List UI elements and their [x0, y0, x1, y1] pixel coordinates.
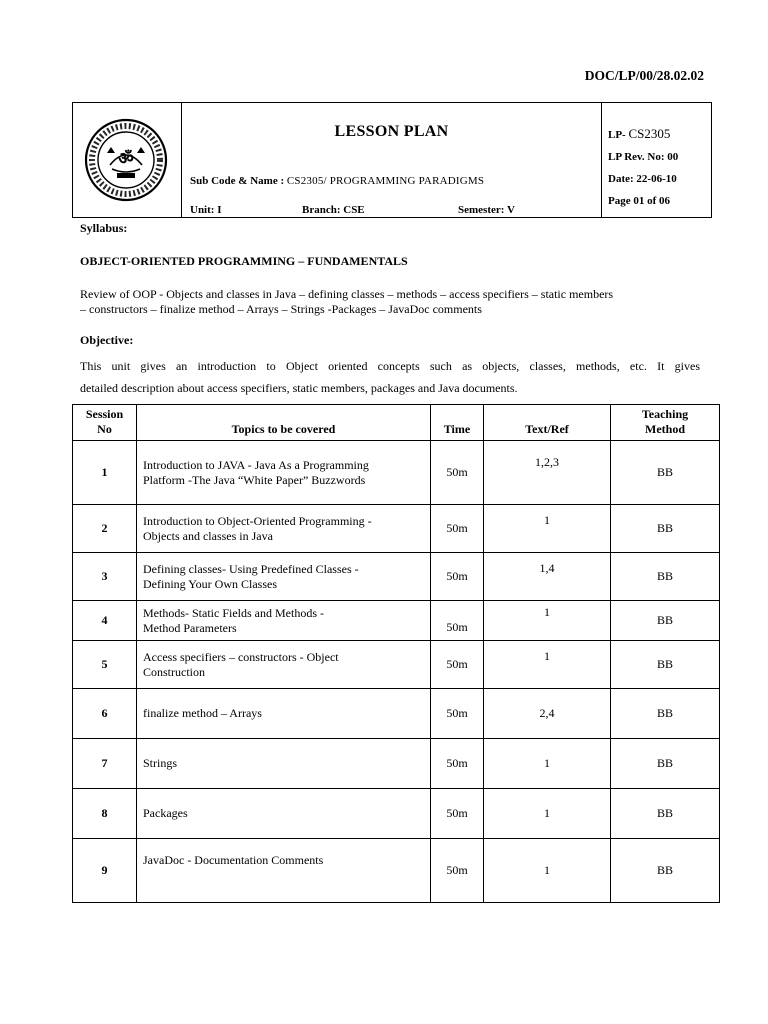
session-number: 3: [73, 553, 137, 601]
session-topic: [137, 739, 431, 789]
svg-text:ॐ: ॐ: [118, 149, 134, 169]
session-topic: [137, 789, 431, 839]
lp-label: LP-: [608, 129, 626, 141]
session-reference: 1: [484, 739, 611, 789]
ref-header: Text/Ref: [484, 405, 611, 441]
session-table: [72, 404, 720, 903]
header-right: [602, 103, 711, 217]
topics-header: Topics to be covered: [137, 405, 431, 441]
session-no-header: [73, 405, 137, 441]
session-number: 9: [73, 839, 137, 903]
session-topic: [137, 441, 431, 505]
session-time: 50m: [431, 641, 484, 689]
teaching-method: BB: [611, 641, 720, 689]
topic-line-2: Defining Your Own Classes: [143, 576, 278, 591]
objective-label: Objective:: [80, 333, 134, 347]
topic-line-1: Introduction to Object-Oriented Programming -: [143, 513, 372, 528]
unit-field: Unit: I: [190, 204, 222, 216]
topic-line-2: Platform -The Java “White Paper” Buzzwords: [143, 472, 366, 487]
session-reference: 2,4: [484, 689, 611, 739]
topic-line-1: Packages: [143, 806, 188, 820]
topic-line-1: Methods- Static Fields and Methods -: [143, 605, 324, 620]
teaching-method: BB: [611, 505, 720, 553]
objective-line-1: This unit gives an introduction to Object oriented concepts such as objects, classes, methods, etc. It gives: [80, 359, 700, 373]
topic-line-2: Construction: [143, 664, 205, 679]
session-number: 7: [73, 739, 137, 789]
session-reference: 1: [484, 641, 611, 689]
teaching-method: BB: [611, 739, 720, 789]
session-number: 6: [73, 689, 137, 739]
session-reference: 1: [484, 839, 611, 903]
table-row: [73, 789, 720, 839]
subject-code-label: Sub Code & Name :: [190, 175, 285, 187]
session-time: 50m: [431, 839, 484, 903]
topic-line-1: finalize method – Arrays: [143, 706, 262, 720]
plan-date: Date: 22-06-10: [608, 173, 677, 185]
page-number: Page 01 of 06: [608, 195, 671, 207]
objective-line-2: detailed description about access specifiers, static members, packages and Java documents.: [80, 381, 518, 395]
topic-line-2: Method Parameters: [143, 620, 237, 635]
session-reference: 1: [484, 601, 611, 641]
topic-line-1: Defining classes- Using Predefined Classes -: [143, 561, 359, 576]
lp-code-value: CS2305: [628, 126, 671, 141]
subject-code-name: [190, 175, 484, 187]
table-row: [73, 689, 720, 739]
session-number: 2: [73, 505, 137, 553]
table-row: [73, 505, 720, 553]
logo-cell: [73, 103, 182, 217]
session-number: 8: [73, 789, 137, 839]
session-reference: 1,4: [484, 553, 611, 601]
session-topic: [137, 689, 431, 739]
table-row: [73, 739, 720, 789]
session-time: 50m: [431, 441, 484, 505]
subject-code-value: CS2305/ PROGRAMMING PARADIGMS: [286, 175, 485, 187]
unit-title: OBJECT-ORIENTED PROGRAMMING – FUNDAMENTALS: [80, 254, 408, 268]
lp-revision: LP Rev. No: 00: [608, 151, 679, 163]
session-reference: 1: [484, 505, 611, 553]
semester-field: Semester: V: [458, 204, 515, 216]
time-header: Time: [431, 405, 484, 441]
header-middle: [182, 103, 602, 217]
session-number: 5: [73, 641, 137, 689]
method-header-line-2: Method: [645, 422, 685, 436]
lp-code: [608, 126, 670, 142]
session-topic: [137, 601, 431, 641]
topic-line-1: Introduction to JAVA - Java As a Programming: [143, 457, 369, 472]
table-row: [73, 641, 720, 689]
teaching-method: BB: [611, 553, 720, 601]
syllabus-line-1: Review of OOP - Objects and classes in Java – defining classes – methods – access specifiers – static members: [80, 287, 614, 301]
lesson-plan-header: [72, 102, 712, 218]
session-time: 50m: [431, 789, 484, 839]
session-number: 1: [73, 441, 137, 505]
topic-line-1: Access specifiers – constructors - Object: [143, 649, 339, 664]
page-title: LESSON PLAN: [334, 123, 449, 140]
topic-line-2: Objects and classes in Java: [143, 528, 273, 543]
document-number: DOC/LP/00/28.02.02: [584, 68, 704, 83]
table-row: [73, 601, 720, 641]
session-reference: 1: [484, 789, 611, 839]
session-topic: [137, 839, 431, 903]
teaching-method: BB: [611, 441, 720, 505]
session-number: 4: [73, 601, 137, 641]
topic-line-1: Strings: [143, 756, 178, 770]
branch-field: Branch: CSE: [302, 204, 365, 216]
table-row: [73, 441, 720, 505]
method-header: [611, 405, 720, 441]
session-time: 50m: [431, 739, 484, 789]
table-row: [73, 553, 720, 601]
session-time: 50m: [431, 553, 484, 601]
college-seal-icon: [77, 117, 175, 203]
session-topic: [137, 505, 431, 553]
session-time: 50m: [431, 601, 484, 641]
teaching-method: BB: [611, 789, 720, 839]
session-topic: [137, 553, 431, 601]
session-time: 50m: [431, 505, 484, 553]
syllabus-label: Syllabus:: [80, 221, 128, 235]
method-header-line-1: Teaching: [641, 407, 689, 421]
session-topic: [137, 641, 431, 689]
session-reference: 1,2,3: [484, 441, 611, 505]
syllabus-line-2: – constructors – finalize method – Arrays – Strings -Packages – JavaDoc comments: [80, 302, 482, 316]
session-header-line-1: Session: [85, 407, 124, 421]
session-time: 50m: [431, 689, 484, 739]
teaching-method: BB: [611, 839, 720, 903]
teaching-method: BB: [611, 689, 720, 739]
topic-line-1: JavaDoc - Documentation Comments: [143, 853, 324, 867]
table-header-row: [73, 405, 720, 441]
teaching-method: BB: [611, 601, 720, 641]
session-header-line-2: No: [97, 422, 112, 436]
table-row: [73, 839, 720, 903]
